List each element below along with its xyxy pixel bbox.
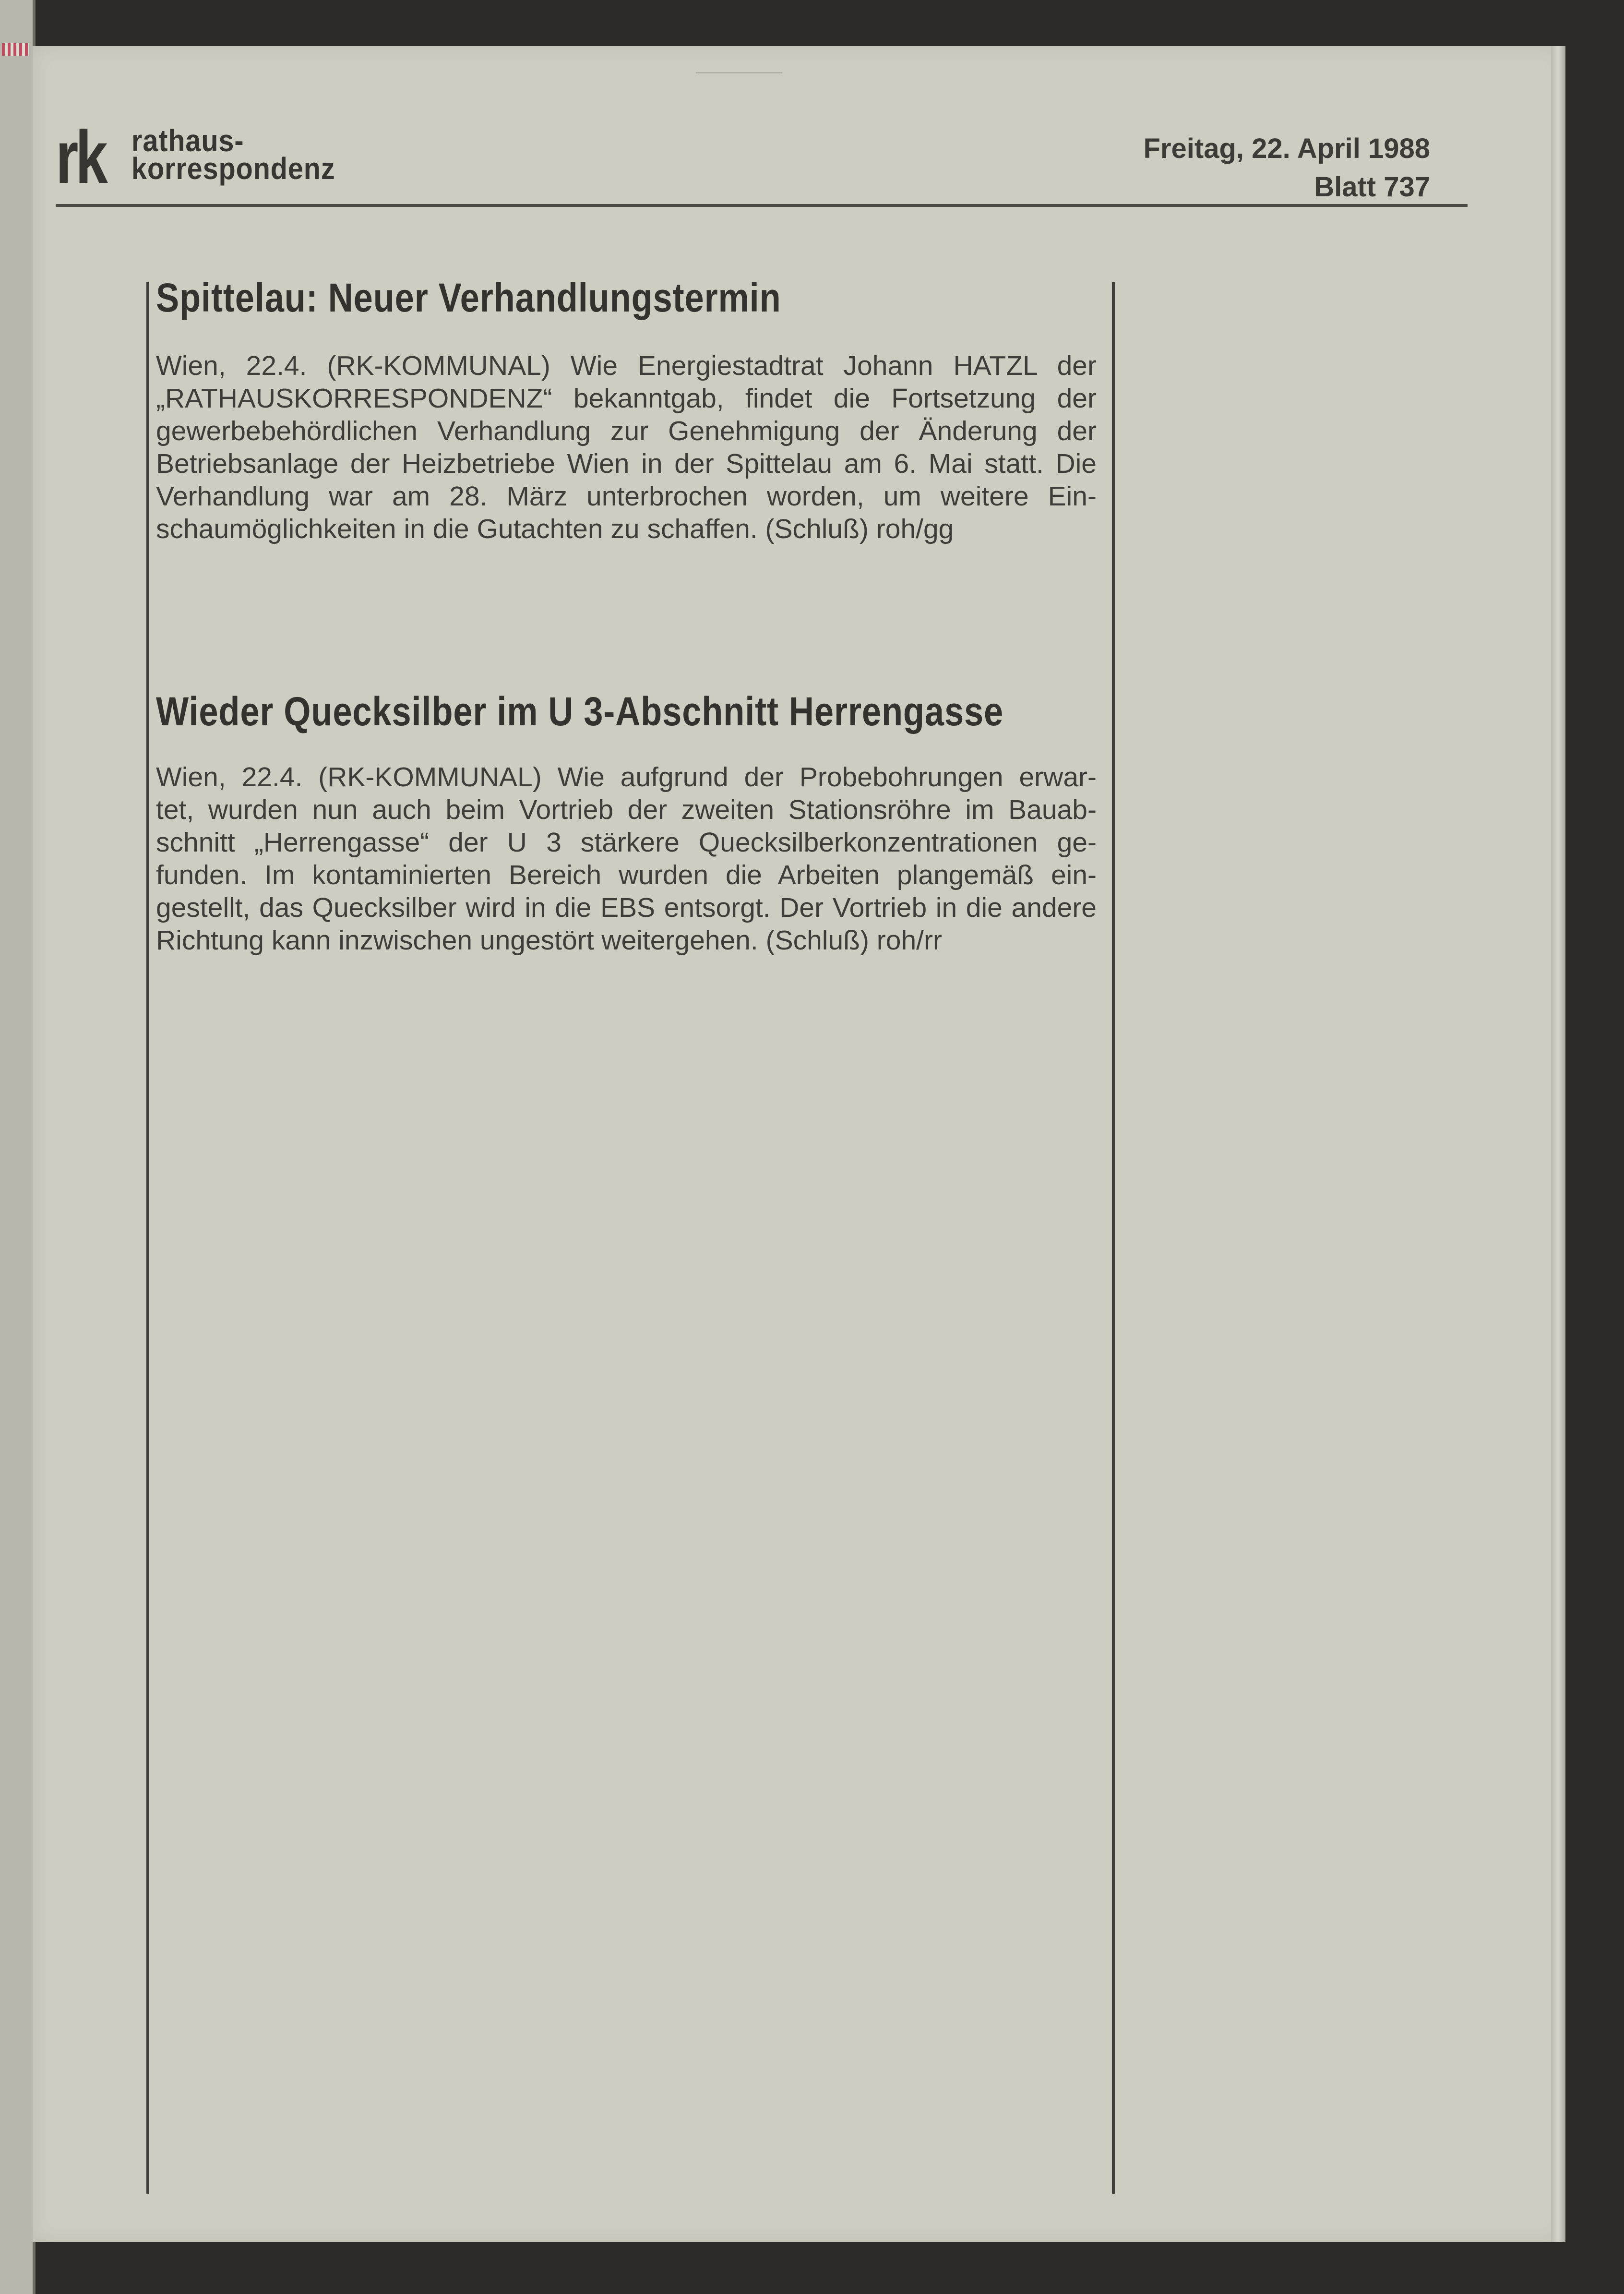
article-2-line: schnitt „Herrengasse“ der U 3 stärkere Quecksilberkonzentrationen ge-	[156, 827, 1097, 858]
issue-meta	[1144, 130, 1430, 206]
article-2-body	[156, 761, 1097, 957]
logo-text-line-1: rathaus-	[131, 123, 244, 158]
binder-color-strip	[2, 43, 29, 56]
article-1-line: gewerbebehördlichen Verhandlung zur Genehmigung der Änderung der	[156, 416, 1097, 446]
article-2-line: Wien, 22.4. (RK-KOMMUNAL) Wie aufgrund der Probebohrungen erwar-	[156, 762, 1097, 793]
article-1-line: Wien, 22.4. (RK-KOMMUNAL) Wie Energiestadtrat Johann HATZL der	[156, 350, 1097, 381]
article-1-line: schaumöglichkeiten in die Gutachten zu schaffen. (Schluß) roh/gg	[156, 514, 954, 544]
header-divider	[56, 204, 1468, 207]
issue-date: Freitag, 22. April 1988	[1143, 133, 1430, 164]
article-1-line: Verhandlung war am 28. März unterbrochen worden, um weitere Ein-	[156, 481, 1097, 512]
logo-mark: rk	[56, 116, 105, 199]
article-2-line: Richtung kann inzwischen ungestört weitergehen. (Schluß) roh/rr	[156, 925, 942, 956]
column-rule-right	[1112, 282, 1115, 2194]
sheet-number: Blatt 737	[1314, 171, 1430, 203]
logo-text-line-2: korrespondenz	[131, 151, 335, 186]
article-2-line: tet, wurden nun auch beim Vortrieb der zweiten Stationsröhre im Bauab-	[156, 794, 1097, 825]
binder-edge	[0, 0, 36, 2294]
rk-logo	[56, 116, 335, 199]
article-2-line: gestellt, das Quecksilber wird in die EBS entsorgt. Der Vortrieb in die andere	[156, 892, 1097, 923]
article-1-headline: Spittelau: Neuer Verhandlungstermin	[156, 275, 781, 320]
article-2-line: funden. Im kontaminierten Bereich wurden die Arbeiten plangemäß ein-	[156, 860, 1097, 890]
article-1-line: „RATHAUSKORRESPONDENZ“ bekanntgab, findet die Fortsetzung der	[156, 383, 1097, 414]
article-1-body	[156, 349, 1097, 545]
column-rule-left	[146, 282, 149, 2194]
article-2-headline: Wieder Quecksilber im U 3-Abschnitt Herrengasse	[156, 689, 1004, 734]
article-1-line: Betriebsanlage der Heizbetriebe Wien in der Spittelau am 6. Mai statt. Die	[156, 448, 1097, 479]
scan-mark	[696, 72, 782, 73]
page-edge	[1551, 46, 1565, 2242]
